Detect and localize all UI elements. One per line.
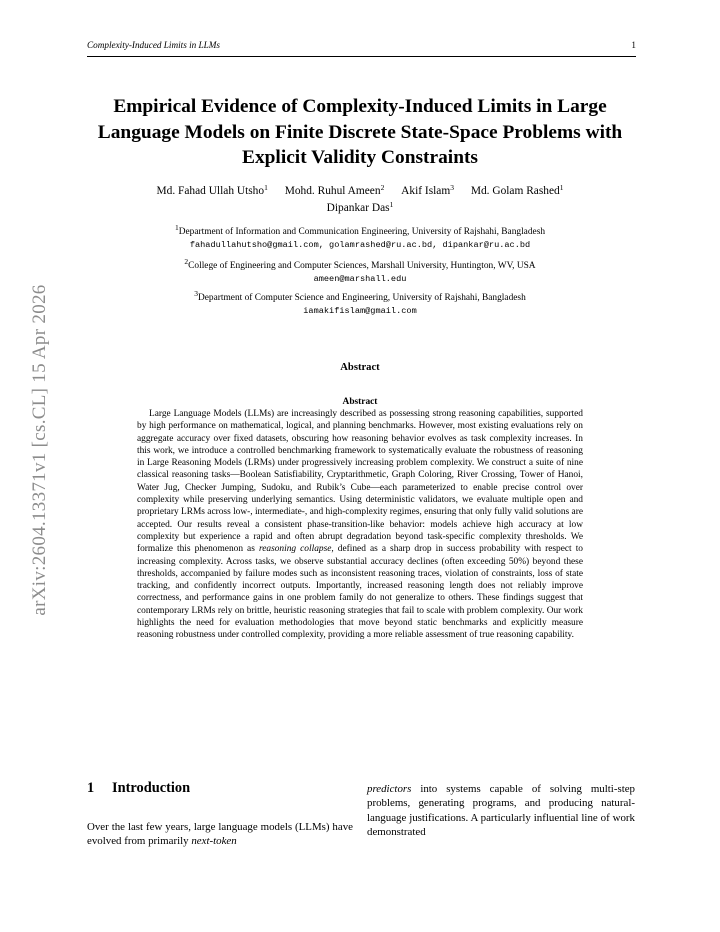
emphasis: next-token xyxy=(191,835,237,848)
author: Md. Golam Rashed$^1$ xyxy=(470,183,564,197)
arxiv-side-stamp: arXiv:2604.13371v1 [cs.CL] 15 Apr 2026 xyxy=(29,284,50,616)
paper-title: Empirical Evidence of Complexity-Induced Limits in Large Language Models on Finite Discrete State-Space Problems with Explicit Validity Constraints xyxy=(97,96,623,168)
affiliation-emails: fahadullahutsho@gmail.com, golamrashed@ru.ac.bd, dipankar@ru.ac.bd xyxy=(189,240,531,250)
affiliation: $^1$Department of Information and Communication Engineering, University of Rajshahi, Bangladesh fahadullahutsho@gmail.com, golamrashed@ru.ac.bd, dipankar@ru.ac.bd xyxy=(80,226,640,252)
running-head xyxy=(87,40,636,57)
intro-right-column: predictors into systems capable of solving multi-step problems, generating programs, and producing natural-language justifications. A particularly influential line of work demonstrated xyxy=(367,783,635,839)
emphasis: reasoning collapse xyxy=(258,544,332,555)
affiliation-emails: iamakifislam@gmail.com xyxy=(303,306,417,316)
affiliation: $^3$Department of Computer Science and Engineering, University of Rajshahi, Bangladesh iamakifislam@gmail.com xyxy=(80,292,640,318)
author: Md. Fahad Ullah Utsho$^1$ xyxy=(156,183,268,197)
abstract-subheading: Abstract xyxy=(342,397,378,407)
section-number: 1 xyxy=(87,780,95,796)
affiliation: $^2$College of Engineering and Computer Sciences, Marshall University, Huntington, WV, USA ameen@marshall.edu xyxy=(80,260,640,286)
intro-left-column: Over the last few years, large language models (LLMs) have evolved from primarily next-token xyxy=(87,821,353,848)
author: Dipankar Das$^1$ xyxy=(326,199,394,214)
abstract-heading: Abstract xyxy=(340,362,380,373)
abstract-body: Large Language Models (LLMs) are increasingly described as possessing strong reasoning capabilities, supported by high performance on mathematical, logical, and planning benchmarks. However, most existing evaluations rely on aggregate accuracy over fixed datasets, obscuring how reasoning behavior evolves as task complexity increases. In this work, we introduce a controlled benchmarking framework to systematically evaluate the robustness of reasoning in Large Reasoning Models (LRMs) under progressively increasing problem complexity. We construct a suite of nine classical reasoning tasks—Boolean Satisfiability, Cryptarithmetic, Graph Coloring, River Crossing, Tower of Hanoi, Water Jug, Checker Jumping, Sudoku, and Rubik’s Cube—each parameterized to enable precise control over complexity while preserving underlying semantics. Using deterministic validators, we evaluate multiple open and proprietary LRMs across low-, intermediate-, and high-complexity regimes, ensuring that only fully valid solutions are accepted. Our results reveal a consistent phase-transition-like behavior: models achieve high accuracy at low complexity but experience a rapid and often abrupt degradation beyond task-specific complexity thresholds. We formalize this phenomenon as reasoning collapse, defined as a sharp drop in success probability with respect to increasing complexity. Across tasks, we observe substantial accuracy declines (often exceeding 50%) beyond these thresholds, accompanied by failure modes such as inconsistent reasoning traces, violation of constraints, loss of state tracking, and confidently incorrect outputs. Importantly, increased reasoning length does not reliably improve correctness, and performance gains in one problem family do not generalize to others. These findings suggest that contemporary LRMs rely on brittle, heuristic reasoning strategies that fail to scale with problem complexity. Our work highlights the need for evaluation methodologies that move beyond static benchmarks and explicitly measure reasoning robustness under controlled complexity, providing a more reliable assessment of true reasoning capability. xyxy=(137,409,583,641)
author-list xyxy=(80,183,640,216)
section-title: Introduction xyxy=(112,780,191,796)
emphasis: predictors xyxy=(367,783,412,795)
running-head-title: Complexity-Induced Limits in LLMs xyxy=(87,40,220,50)
affiliation-emails: ameen@marshall.edu xyxy=(313,274,407,284)
section-heading xyxy=(87,780,190,797)
author: Akif Islam$^3$ xyxy=(401,183,454,197)
author: Mohd. Ruhul Ameen$^2$ xyxy=(284,183,385,197)
page-number: 1 xyxy=(631,40,636,50)
